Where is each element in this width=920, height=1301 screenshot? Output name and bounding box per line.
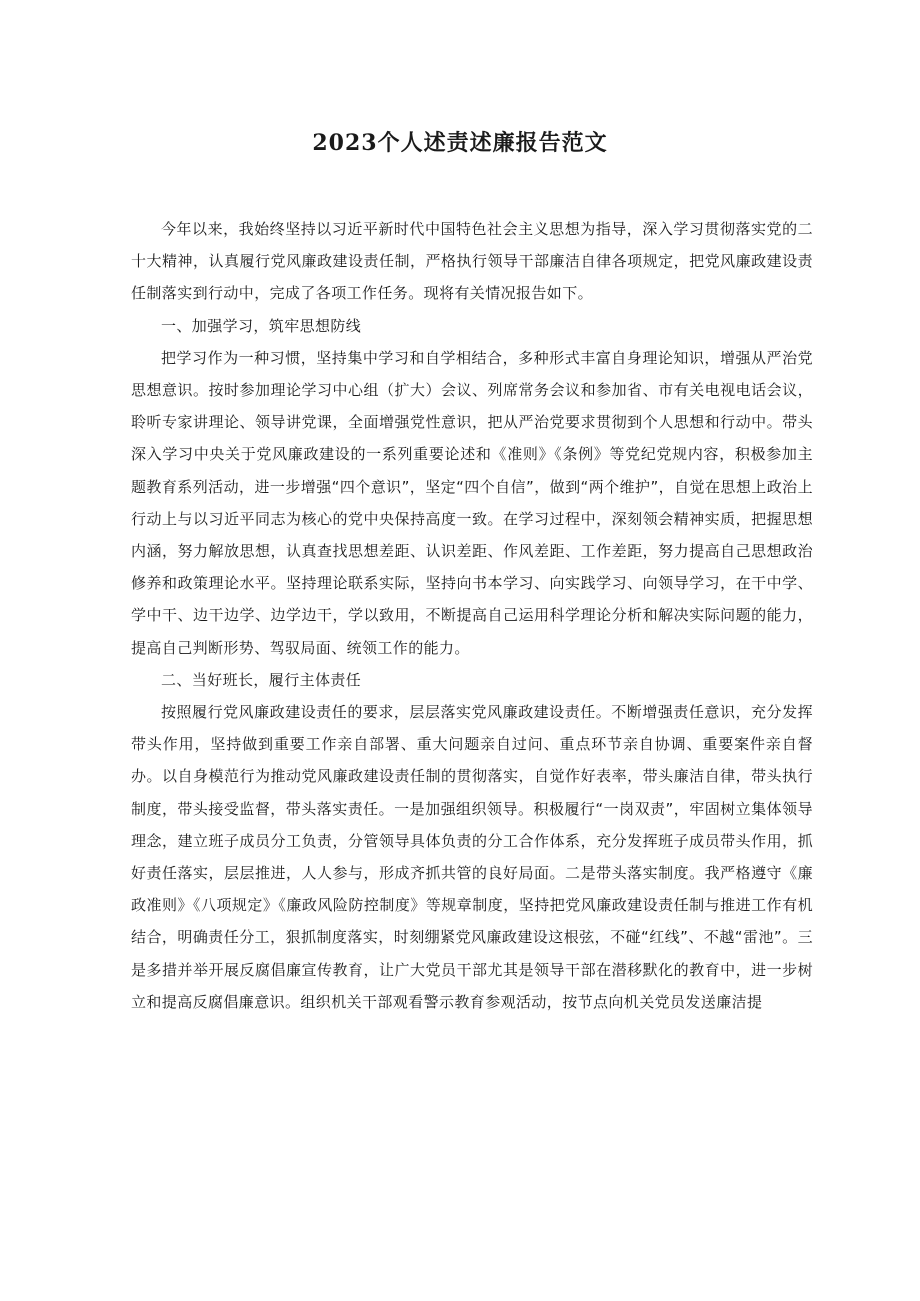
document-body — [131, 213, 813, 1018]
section-2-paragraph: 按照履行党风廉政建设责任的要求，层层落实党风廉政建设责任。不断增强责任意识，充分发挥带头作用，坚持做到重要工作亲自部署、重大问题亲自过问、重点环节亲自协调、重要案件亲自督办。以自身模范行为推动党风廉政建设责任制的贯彻落实，自觉作好表率，带头廉洁自律，带头执行制度，带头接受监督，带头落实责任。一是加强组织领导。积极履行“一岗双责”，牢固树立集体领导理念，建立班子成员分工负责，分管领导具体负责的分工合作体系，充分发挥班子成员带头作用，抓好责任落实，层层推进，人人参与，形成齐抓共管的良好局面。二是带头落实制度。我严格遵守《廉政准则》《八项规定》《廉政风险防控制度》等规章制度，坚持把党风廉政建设责任制与推进工作有机结合，明确责任分工，狠抓制度落实，时刻绷紧党风廉政建设这根弦，不碰“红线”、不越“雷池”。三是多措并举开展反腐倡廉宣传教育，让广大党员干部尤其是领导干部在潜移默化的教育中，进一步树立和提高反腐倡廉意识。组织机关干部观看警示教育参观活动，按节点向机关党员发送廉洁提 — [131, 703, 813, 1011]
document-title: 2023个人述责述廉报告范文 — [312, 130, 608, 156]
section-1-paragraph: 把学习作为一种习惯，坚持集中学习和自学相结合，多种形式丰富自身理论知识，增强从严治党思想意识。按时参加理论学习中心组（扩大）会议、列席常务会议和参加省、市有关电视电话会议，聆听专家讲理论、领导讲党课，全面增强党性意识，把从严治党要求贯彻到个人思想和行动中。带头深入学习中央关于党风廉政建设的一系列重要论述和《准则》《条例》等党纪党规内容，积极参加主题教育系列活动，进一步增强“四个意识”，坚定“四个自信”，做到“两个维护”，自觉在思想上政治上行动上与以习近平同志为核心的党中央保持高度一致。在学习过程中，深刻领会精神实质，把握思想内涵，努力解放思想，认真查找思想差距、认识差距、作风差距、工作差距，努力提高自己思想政治修养和政策理论水平。坚持理论联系实际，坚持向书本学习、向实践学习、向领导学习，在干中学、学中干、边干边学、边学边干，学以致用，不断提高自己运用科学理论分析和解决实际问题的能力，提高自己判断形势、驾驭局面、统领工作的能力。 — [131, 348, 813, 657]
intro-paragraph: 今年以来，我始终坚持以习近平新时代中国特色社会主义思想为指导，深入学习贯彻落实党的二十大精神，认真履行党风廉政建设责任制，严格执行领导干部廉洁自律各项规定，把党风廉政建设责任制落实到行动中，完成了各项工作任务。现将有关情况报告如下。 — [131, 220, 813, 303]
section-heading-2: 二、当好班长，履行主体责任 — [161, 670, 362, 689]
section-heading-1: 一、加强学习，筑牢思想防线 — [161, 316, 362, 335]
